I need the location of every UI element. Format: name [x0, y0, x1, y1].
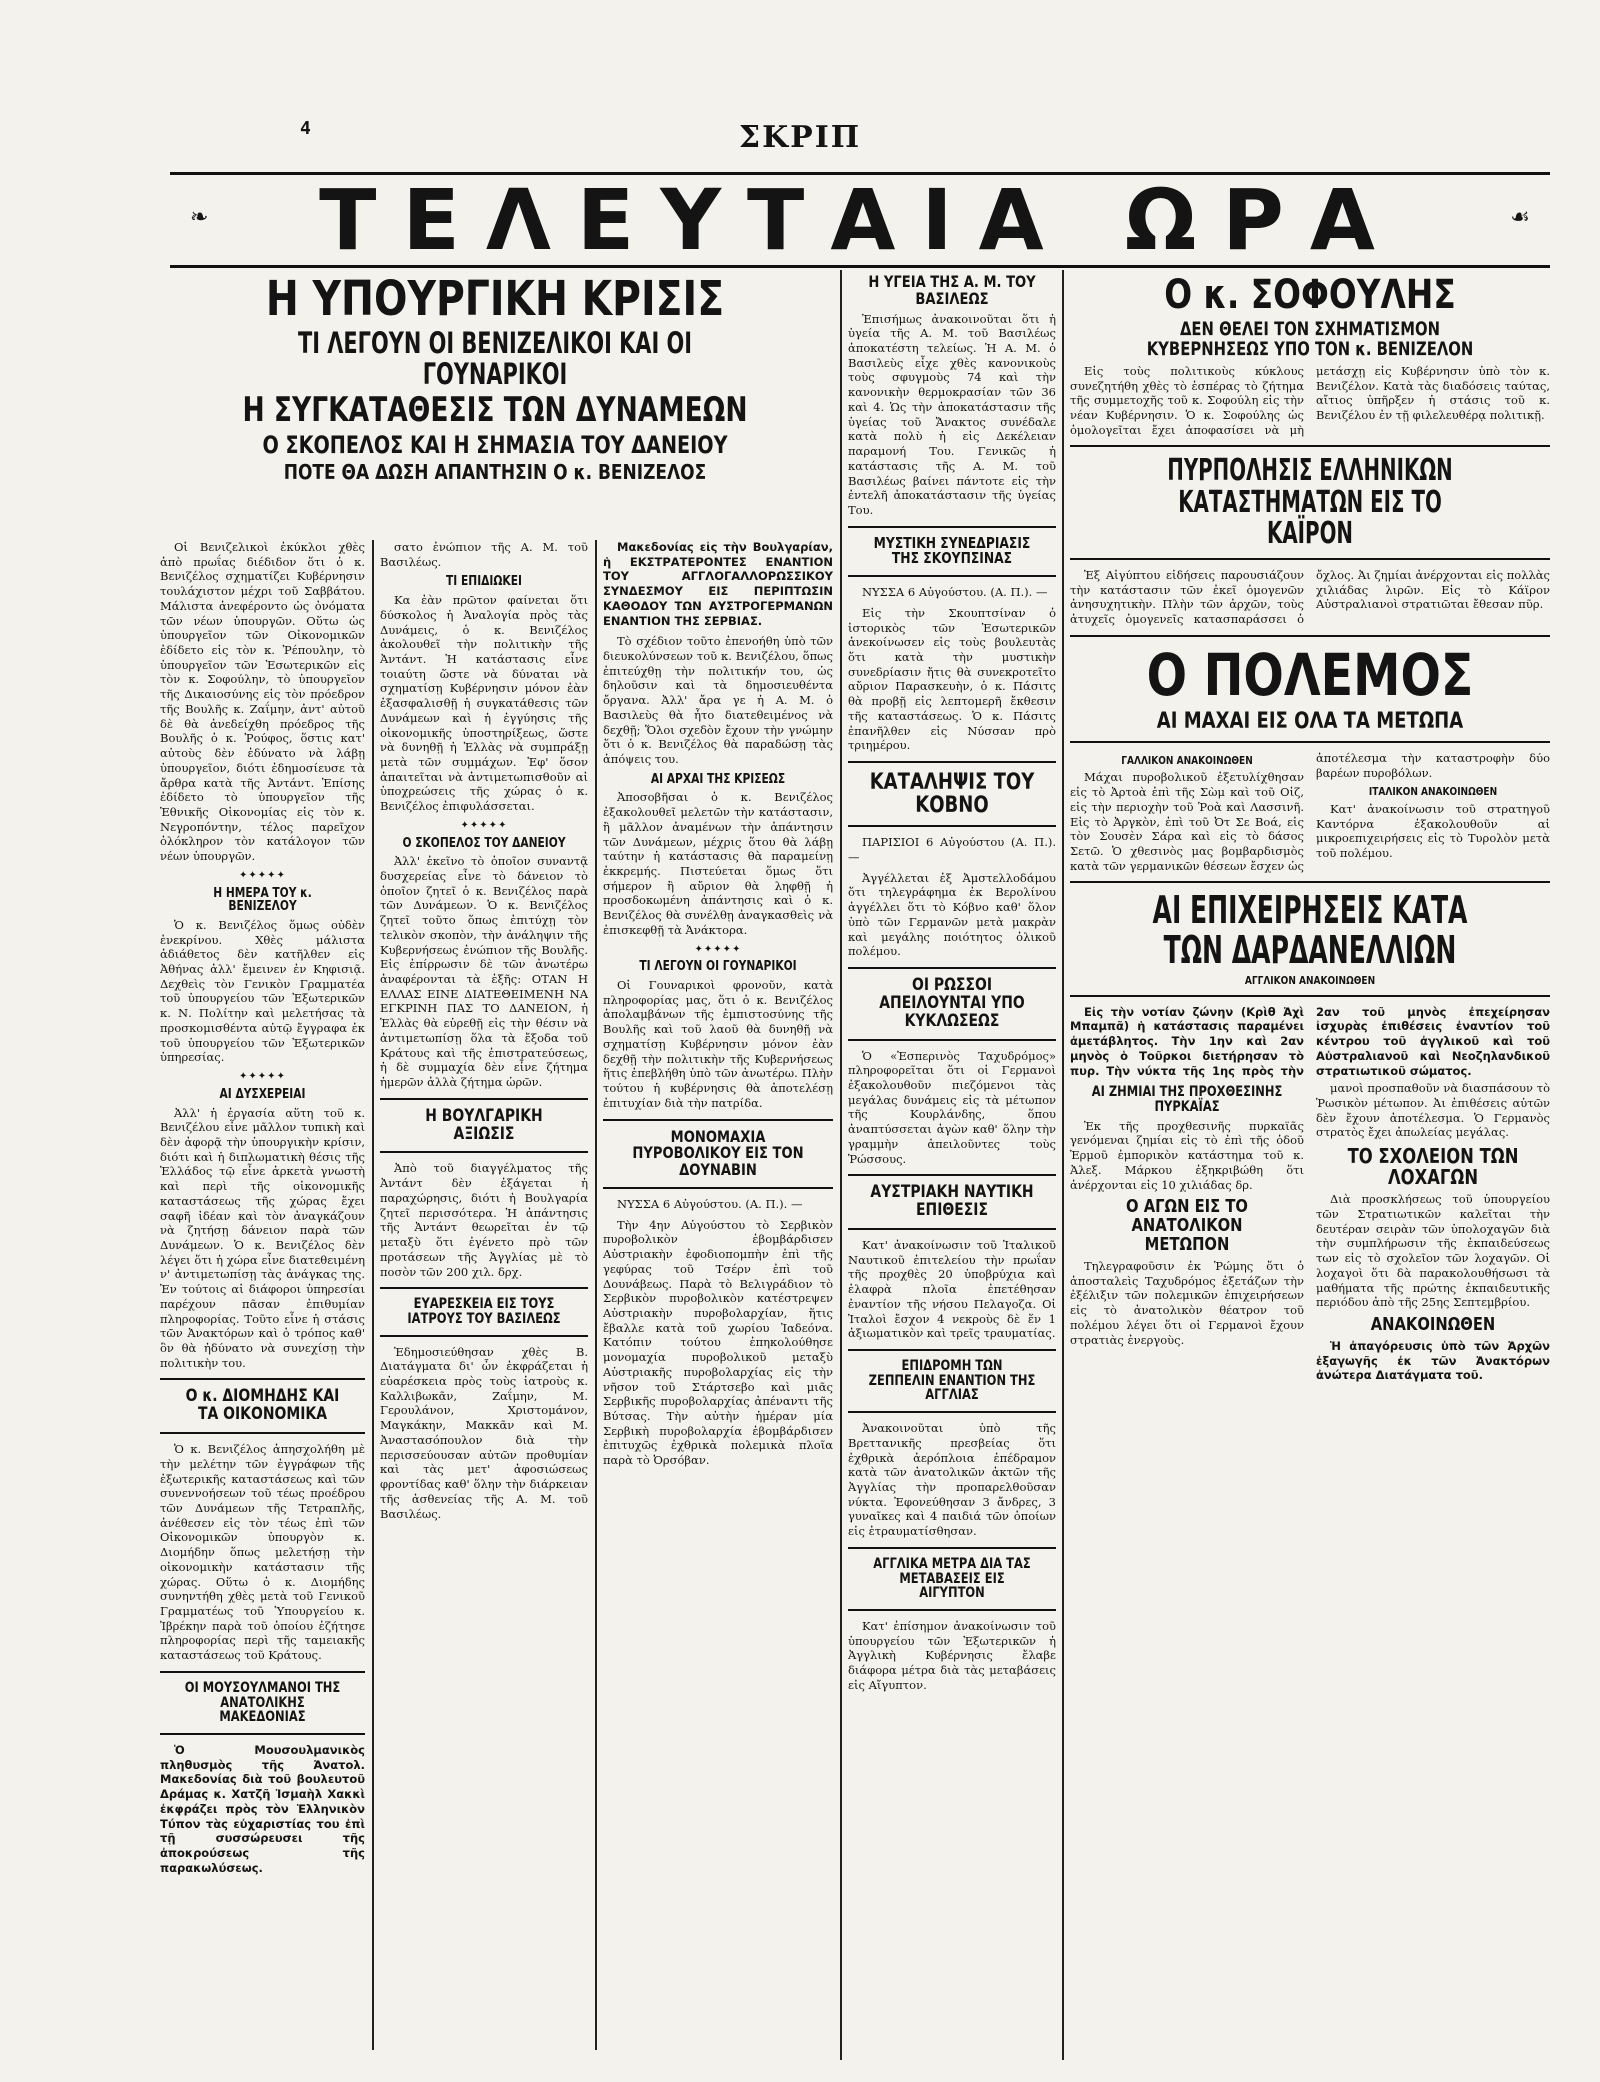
article-paragraph: Μάχαι πυροβολικοῦ ἐξετυλίχθησαν εἰς τὸ Ἀρτοὰ ἐπὶ τῆς Σὼμ καὶ τοῦ Οἰζ, εἰς τὴν περιοχὴν τοῦ Ῥοὰ καὶ Λασσινῆ. Εἰς τὸ Ἀργκὸν, ἐπὶ τοῦ Ὀτ Σε Βοά, εἰς τὸν Σουσὲν Σάρα καὶ εἰς τὸ δάσος Σετῶ. Ὁ χθεσινὸς μας βομβαρδισμὸς κατὰ τῶν γερμανικῶν θέσεων ἔσχεν ὡς ἀποτέλεσμα τὴν καταστροφὴν δύο βαρέων πυροβόλων. [1070, 750, 1550, 873]
article-headline: ΠΥΡΠΟΛΗΣΙΣ ΕΛΛΗΝΙΚΩΝ ΚΑΤΑΣΤΗΜΑΤΩΝ ΕΙΣ ΤΟ ΚΑΪΡΟΝ [1167, 453, 1453, 552]
column-rule [595, 540, 597, 2050]
masthead-title: ΣΚΡΙΠ [738, 120, 862, 155]
article-paragraph: Ὁ «Ἑσπερινὸς Ταχυδρόμος» πληροφορεῖται ὅτι οἱ Γερμανοὶ ἐξακολουθοῦν πιεζόμενοι τὰς μεγάλας δυνάμεις εἰς τὰ μέτωπον τῆς Κουρλάνδης, ὅπου ἀναπτύσσεται ἀγὼν καθ' ὅλην τὴν γραμμὴν ἀπειλοῦντες τοὺς Ῥώσσους. [848, 1048, 1056, 1166]
subheading: Ο ΣΚΟΠΕΛΟΣ ΤΟΥ ΔΑΝΕΙΟΥ [402, 835, 566, 851]
column-rule [840, 270, 842, 2060]
two-col-text [1070, 1005, 1550, 1082]
article-headline: Η ΒΟΥΛΓΑΡΙΚΗ ΑΞΙΩΣΙΣ [425, 1105, 543, 1144]
article-headline: ΑΙ ΜΑΧΑΙ ΕΙΣ ΟΛΑ ΤΑ ΜΕΤΩΠΑ [1156, 708, 1464, 734]
article-headline: ΟΙ ΜΟΥΣΟΥΛΜΑΝΟΙ ΤΗΣ ΑΝΑΤΟΛΙΚΗΣ ΜΑΚΕΔΟΝΙΑΣ [184, 1679, 341, 1726]
article-paragraph: Ἐκ τῆς προχθεσινῆς πυρκαϊᾶς γενόμεναι ζημίαι εἰς τὸ ἐπὶ τῆς ὁδοῦ Ἑρμοῦ ἐμπορικὸν κατάστημα τοῦ κ. Ἀλεξ. Μάρκου ἐξηκριβώθη ὅτι ἀνέρχονται εἰς 10 χιλιάδας δρ. [1070, 1118, 1304, 1192]
two-col-text [1070, 568, 1550, 627]
article-paragraph: Ἐδημοσιεύθησαν χθὲς Β. Διατάγματα δι' ὧν ἐκφράζεται ἡ εὐαρέσκεια πρὸς τοὺς ἰατροὺς κ. Καλλιβωκᾶν, Ζαΐμην, Μ. Γερουλάνον, Χριστομάνον, Μαγκάκην, Μακκᾶν καὶ Μ. Ἀναστασόπουλον διὰ τὴν περισσεύουσαν αὐτῶν προθυμίαν καὶ τὰς μετ' ἀφοσιώσεως φροντίδας καθ' ὅλην τὴν διάρκειαν τῆς ἀσθενείας τῆς Α. Μ. τοῦ Βασιλέως. [380, 1344, 588, 1521]
article-box [848, 967, 1056, 1041]
article-box [603, 1119, 833, 1189]
article-headline: ΑΙ ΖΗΜΙΑΙ ΤΗΣ ΠΡΟΧΘΕΣΙΝΗΣ ΠΥΡΚΑΪΑΣ [1091, 1084, 1283, 1116]
fleuron-icon: ❧ [190, 205, 209, 230]
dateline: ΠΑΡΙΣΙΟΙ 6 Αὐγούστου (Α. Π.). — [848, 835, 1056, 864]
dateline: ΝΥΣΣΑ 6 Αὐγούστου. (Α. Π.). — [617, 1196, 803, 1211]
article-paragraph: μανοὶ προσπαθοῦν νὰ διασπάσουν τὸ Ῥωσικὸν μέτωπον. Ἀι ἐπιθέσεις αὐτῶν δὲν ἔχουν ἀποτέλεσμα. Ὁ Γερμανὸς στρατὸς ἔχει ἀπωλείας μεγάλας. [1316, 1081, 1550, 1140]
article-paragraph: Τὴν 4ην Αὐγούστου τὸ Σερβικὸν πυροβολικὸν ἐβομβάρδισεν Αὐστριακὴν ἐφοδιοπομπὴν ἐπὶ τῆς γεφύρας τοῦ Τσέρν ἐπὶ τοῦ Δουνάβεως. Παρὰ τὸ Βελιγράδιον τὸ Σερβικὸν πυροβολικὸν κατέστρεψεν Αὐστριακὴν πυροβολαρχίαν, ἥτις ἔβαλλε κατὰ τοῦ χωρίου Ἰαδεόνα. Κατόπιν τούτου ἐπηκολούθησε μονομαχία πυροβολικοῦ μεταξὺ Αὐστριακῆς πυροβολαρχίας εἰς τὴν νῆσον τοῦ Στάρτσεβο καὶ μιᾶς Σερβικῆς πυροβολαρχίας ἀπέναντι τῆς Βύτσας. Τὴν αὐτὴν ἡμέραν μία Σερβικὴ πυροβολαρχία ἐβομβάρδισεν ἐπιτυχῶς ἐχθρικὰ πολεμικὰ πλοῖα παρὰ τὸ Ὀρσόβαν. [603, 1217, 833, 1468]
article-headline: Ο κ. ΣΟΦΟΥΛΗΣ [1164, 272, 1456, 318]
article-paragraph: Ἐπισήμως ἀνακοινοῦται ὅτι ἡ ὑγεία τῆς Α. Μ. τοῦ Βασιλέως ἀποκατέστη τελείως. Ἡ Α. Μ. ὁ Βασιλεὺς εἶχε χθὲς κανονικοὺς τοὺς σφυγμοὺς 74 καὶ τὴν κανονικὴν θερμοκρασίαν τῶν 36 καὶ 4. Ὡς τὴν ἀποκατάστασιν τῆς ὑγείας τοῦ Ἄνακτος συνέδαλε κατὰ πολὺ ἡ εἰς Δεκέλειαν παραμονή Του. Γενικῶς ἡ κατάστασις τῆς Α. Μ. τοῦ Βασιλέως βαίνει πάντοτε εἰς τὴν ἐντελῆ ἀποκατάστασιν τῆς ὑγείας Του. [848, 311, 1056, 517]
page-number: 4 [300, 118, 311, 139]
article-paragraph: Κατ' ἐπίσημον ἀνακοίνωσιν τοῦ ὑπουργείου τῶν Ἐξωτερικῶν ἡ Ἀγγλικὴ Κυβέρνησις ἔλαβε διάφορα μέτρα διὰ τὰς μεταβάσεις εἰς Αἴγυπτον. [848, 1618, 1056, 1692]
article-paragraph: Ἐξ Αἰγύπτου εἰδήσεις παρουσιάζουν τὴν κατάστασιν τῶν ἐκεῖ ὁμογενῶν ἀνησυχητικὴν. Πλὴν τῶν ἀρχῶν, τοὺς ἀτυχεῖς ὁμογενεῖς κατασπαράσσει ὁ ὄχλος. Ἀι ζημίαι ἀνέρχονται εἰς πολλὰς χιλιάδας λιρῶν. Εἰς τὸ Κάϊρον Αὐστραλιανοὶ στρατιῶται ἔθεσαν πῦρ. [1070, 567, 1550, 627]
article-box [380, 1287, 588, 1336]
article-paragraph: Ἀγγέλλεται ἐξ Ἀμστελλοδάμου ὅτι τηλεγράφημα ἐκ Βερολίνου ἀγγέλλει ὅτι τὸ Κόβνο καθ' ὅλον ὑπὸ τῶν Γερμανῶν μετὰ μακρὰν καὶ μεγάλης ποιότητος ὁλικοῦ πολέμου. [848, 870, 1056, 959]
separator: ✦✦✦✦✦ [460, 819, 508, 831]
column-5 [1070, 270, 1550, 2060]
article-headline: ΑΥΣΤΡΙΑΚΗ ΝΑΥΤΙΚΗ ΕΠΙΘΕΣΙΣ [870, 1182, 1034, 1221]
article-box [160, 1671, 365, 1735]
subheading: ΑΙ ΑΡΧΑΙ ΤΗΣ ΚΡΙΣΕΩΣ [650, 771, 786, 787]
article-box [848, 526, 1056, 578]
column-rule [372, 540, 374, 2050]
article-headline: ΟΙ ΡΩΣΣΟΙ ΑΠΕΙΛΟΥΝΤΑΙ ΥΠΟ ΚΥΚΛΩΣΕΩΣ [879, 975, 1025, 1031]
article-box [848, 1547, 1056, 1611]
article-box [1070, 635, 1550, 743]
bottom-left [1070, 1081, 1304, 1389]
column-rule [1062, 270, 1064, 2060]
article-paragraph: Εἰς τοὺς πολιτικοὺς κύκλους συνεζητήθη χθὲς τὸ ἑσπέρας τὸ ζήτημα τῆς συμμετοχῆς τοῦ κ. Σοφούλη εἰς τὴν νέαν Κυβέρνησιν. Ὁ κ. Σοφούλης ὡς ὁμολογεῖται ἔχει ἀποφασίσει νὰ μὴ μετάσχῃ εἰς Κυβέρνησιν ὑπὸ τὸν κ. Βενιζέλον. Κατὰ τὰς διαδόσεις ταύτας, αἴτιος ὑπῆρξεν ἡ στάσις τοῦ κ. Βενιζέλου ἐν τῇ φιλελευθέρᾳ πολιτικῇ. [1070, 363, 1550, 437]
article-headline: ΑΓΓΛΙΚΑ ΜΕΤΡΑ ΔΙΑ ΤΑΣ ΜΕΤΑΒΑΣΕΙΣ ΕΙΣ ΑΙΓΥΠΤΟΝ [873, 1555, 1031, 1602]
article-paragraph: Εἰς τὴν Σκουπτσίναν ὁ ἱστορικὸς τῶν Ἐσωτερικῶν ἀνεκοίνωσεν εἰς τοὺς βουλευτὰς ὅτι κατὰ τὴν μυστικὴν συνεδρίασιν ἤτις θὰ συνεκροτεῖτο αὔριον Παρασκευὴν, ὁ κ. Πάσιτς θὰ προβῇ εἰς λεπτομερῆ ἔκθεσιν τῆς καταστάσεως. Ὁ κ. Πάσιτς ἐπανῆλθεν εἰς Νύσσαν πρὸ τριημέρου. [848, 605, 1056, 753]
article-headline: Ο κ. ΔΙΟΜΗΔΗΣ ΚΑΙ ΤΑ ΟΙΚΟΝΟΜΙΚΑ [185, 1386, 340, 1425]
article-paragraph: Ὁ κ. Βενιζέλος ἀπησχολήθη μὲ τὴν μελέτην τῶν ἐγγράφων τῆς ἐξωτερικῆς καταστάσεως καὶ τῶν συνεννοήσεων τοῦ τέως προέδρου τῶν Δυνάμεων τῆς Τετραπλῆς, ἀνέθεσεν εἰς τὸν τέως ἐπὶ τῶν Οἰκονομικῶν ὑπουργὸν κ. Διομήδην ὅπως μελετήσῃ τὴν οἰκονομικὴν κατάστασιν τῆς χώρας. Οὕτω ὁ κ. Διομήδης συνηντήθη χθὲς μετὰ τοῦ Γενικοῦ Γραμματέως τοῦ Ὑπουργείου κ. Ἰβρέκην παρὰ τοῦ ὁποίου ἐζήτησε πληροφορίας περὶ τῆς ταμειακῆς καταστάσεως τοῦ Κράτους. [160, 1442, 365, 1663]
article-box [848, 1174, 1056, 1230]
two-col-text [1070, 364, 1550, 438]
subheading: ΑΙ ΔΥΣΧΕΡΕΙΑΙ [219, 1086, 306, 1102]
article-paragraph: Μακεδονίας εἰς τὴν Βουλγαρίαν, ἡ ΕΚΣΤΡΑΤΕΡΟΝΤΕΣ ΕΝΑΝΤΙΟΝ ΤΟΥ ΑΓΓΛΟΓΑΛΛΟΡΩΣΣΙΚΟΥ ΣΥΝΔΕΣΜΟΥ ΕΙΣ ΠΕΡΙΠΤΩΣΙΝ ΚΑΘΟΔΟΥ ΤΩΝ ΑΥΣΤΡΟΓΕΡΜΑΝΩΝ ΕΝΑΝΤΙΟΝ ΤΗΣ ΣΕΡΒΙΑΣ. [603, 540, 833, 628]
article-paragraph: Ἀνακοινοῦται ὑπὸ τῆς Βρεττανικῆς πρεσβείας ὅτι ἐχθρικὰ ἀερόπλοια ἐπέδραμον κατὰ τῶν ἀνατολικῶν ἀκτῶν τῆς Ἀγγλίας τὴν προπαρελθοῦσαν νύκτα. Ἐφονεύθησαν 3 ἄνδρες, 3 γυναῖκες καὶ 4 παιδιά τῶν ὁποίων εἰς ἐτραυματίσθησαν. [848, 1421, 1056, 1539]
article-paragraph: Τηλεγραφοῦσιν ἐκ Ῥώμης ὅτι ὁ ἀποσταλεὶς Ταχυδρόμος ἐξετάζων τὴν ἐξέλιξιν τῶν πολεμικῶν ἐπιχειρήσεων εἰς τὸ ἀνατολικὸν θέατρον τοῦ πολέμου λέγει ὅτι οἱ Γερμανοὶ ἔχουν στρατιὰς ἐνεργοὺς. [1070, 1258, 1304, 1347]
subheading: ΑΓΓΛΙΚΟΝ ΑΝΑΚΟΙΝΩΘΕΝ [1244, 974, 1376, 988]
lead-headline-4: Ο ΣΚΟΠΕΛΟΣ ΚΑΙ Η ΣΗΜΑΣΙΑ ΤΟΥ ΔΑΝΕΙΟΥ [262, 430, 728, 459]
article-headline: ΤΟ ΣΧΟΛΕΙΟΝ ΤΩΝ ΛΟΧΑΓΩΝ [1347, 1144, 1519, 1190]
bottom-right [1316, 1081, 1550, 1389]
article-box [848, 1349, 1056, 1413]
subheading: ΤΙ ΕΠΙΔΙΩΚΕΙ [446, 574, 522, 590]
lead-headlines [155, 270, 835, 485]
article-paragraph: Ἀλλ' ἡ ἐργασία αὕτη τοῦ κ. Βενιζέλου εἶνε μᾶλλον τυπικὴ καὶ δὲν ἀφορᾷ τὴν ὑπουργικὴν κρίσιν, διότι καὶ ἡ διπλωματικὴ θέσις τῆς Ἑλλάδος τῷ εἶνε ἀρκετὰ γνωστὴ καὶ περὶ τῆς οἰκονομικῆς καταστάσεως τῆς χώρας ἔχει σαφῆ ἰδέαν καὶ τὸν ἀναγκάζουν νὰ ζητήσῃ δάνειον παρὰ τῶν Δυνάμεων. Ὁ κ. Βενιζέλος δὲν λέγει ὅτι ἡ χώρα εἶνε διατεθειμένη ν' ἀντιμετωπίσῃ τὰς ἀνάγκας της. Ἐν τούτοις αἱ διάφοροι ὑπηρεσίαι παρέχουν πᾶσαν ἐπιθυμίαν πληροφορίας. Τοῦτο εἶνε ἡ στάσις τῶν Ἀνακτόρων καὶ ὁ τρόπος καθ' ὃν θὰ ἠδύνατο νὰ συνεχίσῃ τὴν πολιτικὴν του. [160, 1105, 365, 1370]
banner [170, 172, 1550, 268]
article-paragraph: Ἀλλ' ἐκεῖνο τὸ ὁποῖον συναντᾷ δυσχερείας εἶνε τὸ δάνειον τὸ ὁποῖον ζητεῖ ὁ κ. Βενιζέλος παρὰ τῶν Δυνάμεων. Ὁ κ. Βενιζέλος ζητεῖ τοῦτο ὅπως ἐπιτύχῃ τὸν τελικὸν σκοπὸν, τὴν ἀνάληψιν τῆς Κυβερνήσεως ἐνώπιον τῆς Βουλῆς. Εἰς ἐπίρρωσιν δὲ τῶν ἀνωτέρω ἀναφέρονται τὰ ἑξῆς: ΟΤΑΝ Η ΕΛΛΑΣ ΕΙΝΕ ΔΙΑΤΕΘΕΙΜΕΝΗ ΝΑ ΕΓΚΡΙΝΗ ΠΑΣ ΤΟ ΔΑΝΕΙΟΝ, ἡ Ἑλλὰς θὰ εὑρεθῇ εἰς τὴν θέσιν νὰ ἀντιμετωπίσῃ ὅλα τὰ ἔξοδα τοῦ Κράτους καὶ τῆς ἐπιστρατεύσεως, ἡ δὲ συμμαχία δὲν εἶνε ζήτημα ἡμερῶν ἀλλὰ ζήτημα ὡρῶν. [380, 854, 588, 1090]
column-3 [603, 540, 833, 2060]
article-paragraph: Ὁ κ. Βενιζέλος ὅμως οὐδὲν ἐνεκρίνου. Χθὲς μάλιστα ἀδιάθετος δὲν κατῆλθεν εἰς Ἀθήνας ἀλλ' ἔμεινεν ἐν Κηφισιᾷ. Δεχθεὶς τὸν Γενικὸν Γραμματέα τοῦ ὑπουργείου τῶν Ἐξωτερικῶν κ. Ν. Πολίτην καὶ μελετήσας τὰ προσκομισθέντα αὐτῷ ἔγγραφα ἐκ τοῦ ὑπουργείου τῶν Ἐξωτερικῶν ὑπηρεσίας. [160, 917, 365, 1065]
article-headline: ΜΥΣΤΙΚΗ ΣΥΝΕΔΡΙΑΣΙΣ ΤΗΣ ΣΚΟΥΠΣΙΝΑΣ [873, 533, 1031, 568]
article-headline: Η ΥΓΕΙΑ ΤΗΣ Α. Μ. ΤΟΥ ΒΑΣΙΛΕΩΣ [868, 272, 1036, 308]
article-headline: ΜΟΝΟΜΑΧΙΑ ΠΥΡΟΒΟΛΙΚΟΥ ΕΙΣ ΤΟΝ ΔΟΥΝΑΒΙΝ [632, 1126, 804, 1180]
article-paragraph: Οἱ Γουναρικοὶ φρονοῦν, κατὰ πληροφορίας μας, ὅτι ὁ κ. Βενιζέλος ἀπολαμβάνων τῆς ἐμπιστοσύνης τῆς Βουλῆς καὶ τοῦ λαοῦ θὰ δυνηθῇ νὰ σχηματίσῃ Κυβέρνησιν μόνον ἐὰν δεχθῇ τὴν πολιτικὴν τῆς Κυβερνήσεως ἥτις ἐπεβλήθη ὑπὸ τῶν ἀνωτέρω. Πλὴν τούτου ἡ κυβέρνησις θὰ ἀποτελέσῃ ἐπιτυχίαν διὰ τὴν πατρίδα. [603, 978, 833, 1110]
dateline: ΝΥΣΣΑ 6 Αὐγούστου. (Α. Π.). — [862, 585, 1048, 600]
article-paragraph: Διὰ προσκλήσεως τοῦ ὑπουργείου τῶν Στρατιωτικῶν καλεῖται τὴν δευτέραν σειρὰν τῶν ὑπολοχαγῶν διὰ τὴν συμπλήρωσιν τῆς ἐκπαιδεύσεως των εἰς τὸ σχολεῖον τῶν λοχαγῶν. Οἱ λοχαγοὶ ὅτι δὰ παρακολουθήσωσι τὰ μαθήματα τῆς πρώτης ἐκπαιδευτικῆς περιόδου ἀπὸ τῆς 25ης Σεπτεμβρίου. [1316, 1192, 1550, 1310]
lead-headline-5: ΠΟΤΕ ΘΑ ΔΩΣΗ ΑΠΑΝΤΗΣΙΝ Ο κ. ΒΕΝΙΖΕΛΟΣ [283, 460, 707, 485]
two-col-text [1070, 751, 1550, 874]
bottom-split [1070, 1081, 1550, 1389]
separator: ✦✦✦✦✦ [694, 943, 742, 955]
fleuron-icon: ☙ [1510, 205, 1530, 230]
lead-headline-1: Η ΥΠΟΥΡΓΙΚΗ ΚΡΙΣΙΣ [265, 271, 725, 327]
subheading: ΤΙ ΛΕΓΟΥΝ ΟΙ ΓΟΥΝΑΡΙΚΟΙ [639, 959, 797, 975]
article-paragraph: Ἡ ἀπαγόρευσις ὑπὸ τῶν Ἀρχῶν ἐξαγωγῆς ἐκ τῶν Ἀνακτόρων ἀνώτερα Διατάγματα τοῦ. [1316, 1338, 1550, 1383]
subheading: ΙΤΑΛΙΚΟΝ ΑΝΑΚΟΙΝΩΘΕΝ [1368, 785, 1498, 799]
article-paragraph: Ἀποσοβῆσαι ὁ κ. Βενιζέλος ἐξακολουθεῖ μελετῶν τὴν κατάστασιν, ἢ μᾶλλον ἀναμένων τὴν ἀπάντησιν τῶν Δυνάμεων, μέχρις ὅτου θὰ λάβῃ ταύτην ἡ κατάστασις θὰ παραμείνῃ ἐκκρεμής. Πιστεύεται ὅμως ὅτι σήμερον ἢ αὔριον θὰ ληφθῇ ἡ προσδοκωμένη ἀπάντησις καὶ ὁ κ. Βενιζέλος θὰ συνέλθῃ ἀναγκασθεὶς νὰ ἐπισκεφθῇ τὰ Ἀνάκτορα. [603, 790, 833, 937]
article-box [848, 761, 1056, 827]
subheading: ΓΑΛΛΙΚΟΝ ΑΝΑΚΟΙΝΩΘΕΝ [1121, 753, 1253, 767]
subheading: Η ΗΜΕΡΑ ΤΟΥ κ. ΒΕΝΙΖΕΛΟΥ [213, 885, 312, 915]
banner-title: ΤΕΛΕΥΤΑΙΑ ΩΡΑ [319, 171, 1401, 269]
article-paragraph: Εἰς τὴν νοτίαν ζώνην (Κρὶθ Ἀχὶ Μπαμπᾶ) ἡ κατάστασις παραμένει ἀμετάβλητος. Τὴν 1ην καὶ 2αν μηνὸς ὁ Τοῦρκοι διετήρησαν τὸ πυρ. Τὴν νύκτα τῆς 1ης πρὸς τὴν 2αν τοῦ μηνὸς ἐπεχείρησαν ἰσχυρὰς ἐπιθέσεις ἐναντίον τοῦ κέντρου τοῦ ἀγγλικοῦ καὶ τοῦ Αὐστραλιανοῦ καὶ Νεοζηλανδικοῦ στρατιωτικοῦ σώματος. [1070, 1004, 1550, 1078]
article-paragraph: σατο ἐνώπιον τῆς Α. Μ. τοῦ Βασιλέως. [380, 540, 588, 569]
article-paragraph: Κα ἐὰν πρῶτον φαίνεται ὅτι δύσκολος ἡ Ἀναλογία πρὸς τὰς Δυνάμεις, ὁ κ. Βενιζέλος ἀκολουθεῖ τὴν πολιτικὴν τῆς Ἀντάντ. Ἡ κατάστασις εἶνε τοιαύτη ὥστε νὰ δύναται νὰ σχηματίσῃ Κυβέρνησιν μόνον ἐὰν ἐξασφαλισθῇ ἡ συγκατάθεσις τῶν Δυνάμεων καὶ ἡ ἐγγύησις τῆς οἰκονομικῆς ὑποστηρίξεως, ὥστε νὰ δυνηθῇ ἡ Ἑλλὰς νὰ συμπράξῃ μετὰ τῶν συμμάχων. Ἐφ' ὅσον ἀπαιτεῖται νὰ ἀντιμετωπισθοῦν αἱ ὑποχρεώσεις τῆς χώρας ὁ κ. Βενιζέλος ἐπιφυλάσσεται. [380, 593, 588, 814]
article-box [1070, 445, 1550, 560]
column-1 [160, 540, 365, 2060]
article-paragraph: Τὸ σχέδιον τοῦτο ἐπενοήθη ὑπὸ τῶν διευκολύνσεων τοῦ κ. Βενιζέλου, ὅπως ἐπιτεύχθῃ τὴν πολιτικήν του, ὡς δηλοῦσιν καὶ τὰ δημοσιευθέντα ὄργανα. Ἀλλ' ἄρα γε ἡ Α. Μ. ὁ Βασιλεὺς θὰ ἦτο διατεθειμένος νὰ δεχθῇ; Ὅλοι σχεδὸν ἔχουν τὴν γνώμην ὅτι ὁ κ. Βενιζέλος θὰ παραδώσῃ τὰς ἀπόψεις του. [603, 634, 833, 767]
article-headline: Ο ΑΓΩΝ ΕΙΣ ΤΟ ΑΝΑΤΟΛΙΚΟΝ ΜΕΤΩΠΟΝ [1126, 1196, 1248, 1256]
column-2 [380, 540, 588, 2060]
article-box [160, 1378, 365, 1434]
lead-headline-3: Η ΣΥΓΚΑΤΑΘΕΣΙΣ ΤΩΝ ΔΥΝΑΜΕΩΝ [242, 390, 748, 431]
article-paragraph: Ἀπὸ τοῦ διαγγέλματος τῆς Ἀντάντ δὲν ἐξάγεται ἡ παραχώρησις, διότι ἡ Βουλγαρία ζητεῖ περισσότερα. Ἡ ἀπάντησις τῆς Ἀντάντ θεωρεῖται ἐν τῷ μεταξὺ ὅτι ἐγένετο πρὸ τῶν προτάσεων τῆς Ἀγγλίας μὲ τὸ ποσὸν τῶν 200 χιλ. δρχ. [380, 1161, 588, 1279]
article-paragraph: Οἱ Βενιζελικοὶ ἐκύκλοι χθὲς ἀπὸ πρωΐας διέδιδον ὅτι ὁ κ. Βενιζέλος σχηματίζει Κυβέρνησιν τουλάχιστον μέχρι τοῦ Σαββάτου. Μάλιστα ἀνεφέροντο ὡς ὀνόματα τῶν νέων ὑπουργῶν. Οὕτω ὡς ὑπουργεῖον τῶν Οἰκονομικῶν ἐδίδετο εἰς τὸν κ. Ῥέπουλην, τὸ ὑπουργεῖον τῶν Ἐσωτερικῶν εἰς τὸν κ. Σοφούλην, τὸ ὑπουργεῖον τῆς Δικαιοσύνης εἰς τὸν πρόεδρον τῆς Βουλῆς κ. Ζαΐμην, ἀντ' αὐτοῦ δὲ θὰ ἀνεδείχθη πρόεδρος τῆς Βουλῆς ὁ κ. Ῥούφος, ὅστις κατ' αὐτοὺς δὲν ἐδύνατο νὰ λάβῃ ὑπουργεῖον, διότι ἐδημοσίευσε τὰ ἄρθρα κατὰ τῆς Ἀντάντ. Ἐπίσης ἐδίδετο τὸ ὑπουργεῖον τῆς Ἐθνικῆς Οἰκονομίας εἰς τὸν κ. Νεγροπόντην, τέλος παρεῖχον ὁλόκληρον τὸν κατάλογον τῶν νέων ὑπουργῶν. [160, 540, 365, 864]
lead-headline-2: ΤΙ ΛΕΓΟΥΝ ΟΙ ΒΕΝΙΖΕΛΙΚΟΙ ΚΑΙ ΟΙ ΓΟΥΝΑΡΙΚΟΙ [297, 326, 693, 391]
article-headline: ΕΠΙΔΡΟΜΗ ΤΩΝ ΖΕΠΠΕΛΙΝ ΕΝΑΝΤΙΟΝ ΤΗΣ ΑΓΓΛΙΑΣ [868, 1358, 1036, 1404]
article-paragraph: Κατ' ἀνακοίνωσιν τοῦ στρατηγοῦ Καντόρνα ἐξακολουθοῦν αἱ μικροεπιχειρήσεις εἰς τὸ Τυρολὸν μετὰ τοῦ πολέμου. [1316, 801, 1550, 860]
article-headline: ΚΑΤΑΛΗΨΙΣ ΤΟΥ ΚΟΒΝΟ [869, 770, 1035, 819]
article-paragraph: Ὁ Μουσουλμανικὸς πληθυσμὸς τῆς Ἀνατολ. Μακεδονίας διὰ τοῦ βουλευτοῦ Δράμας κ. Χατζῆ Ἰσμαὴλ Χακκὶ ἐκφράζει πρὸς τὸν Ἑλληνικὸν Τύπον τὰς εὐχαριστίας του ἐπὶ τῇ συσσώρευσει τῆς ἀποκρούσεως τῆς παρακωλύσεως. [160, 1742, 365, 1875]
article-box [1070, 881, 1550, 996]
article-box [380, 1098, 588, 1154]
article-headline: Ο ΠΟΛΕΜΟΣ [1146, 640, 1474, 709]
separator: ✦✦✦✦✦ [239, 869, 286, 881]
article-paragraph: Κατ' ἀνακοίνωσιν τοῦ Ἰταλικοῦ Ναυτικοῦ ἐπιτελείου τὴν πρωΐαν τῆς προχθὲς 20 ὑποβρύχια καὶ ἐλαφρὰ πλοῖα ἐπετέθησαν ἐναντίον τῆς νήσου Πελαγοζα. Οἱ Ἰταλοὶ ἔσχον 4 νεκροὺς δὲ ἕν 1 ἀξιωματικὸν καὶ τρεῖς τραυματίας. [848, 1237, 1056, 1341]
column-4 [848, 270, 1056, 2060]
article-headline: ΔΕΝ ΘΕΛΕΙ ΤΟΝ ΣΧΗΜΑΤΙΣΜΟΝ ΚΥΒΕΡΝΗΣΕΩΣ ΥΠΟ ΤΟΝ κ. ΒΕΝΙΖΕΛΟΝ [1146, 318, 1474, 360]
article-headline: ΑΝΑΚΟΙΝΩΘΕΝ [1370, 1313, 1496, 1335]
article-headline: ΕΥΑΡΕΣΚΕΙΑ ΕΙΣ ΤΟΥΣ ΙΑΤΡΟΥΣ ΤΟΥ ΒΑΣΙΛΕΩΣ [407, 1296, 561, 1327]
article-headline: ΑΙ ΕΠΙΧΕΙΡΗΣΕΙΣ ΚΑΤΑ ΤΩΝ ΔΑΡΔΑΝΕΛΛΙΩΝ [1152, 888, 1468, 973]
separator: ✦✦✦✦✦ [239, 1071, 286, 1083]
